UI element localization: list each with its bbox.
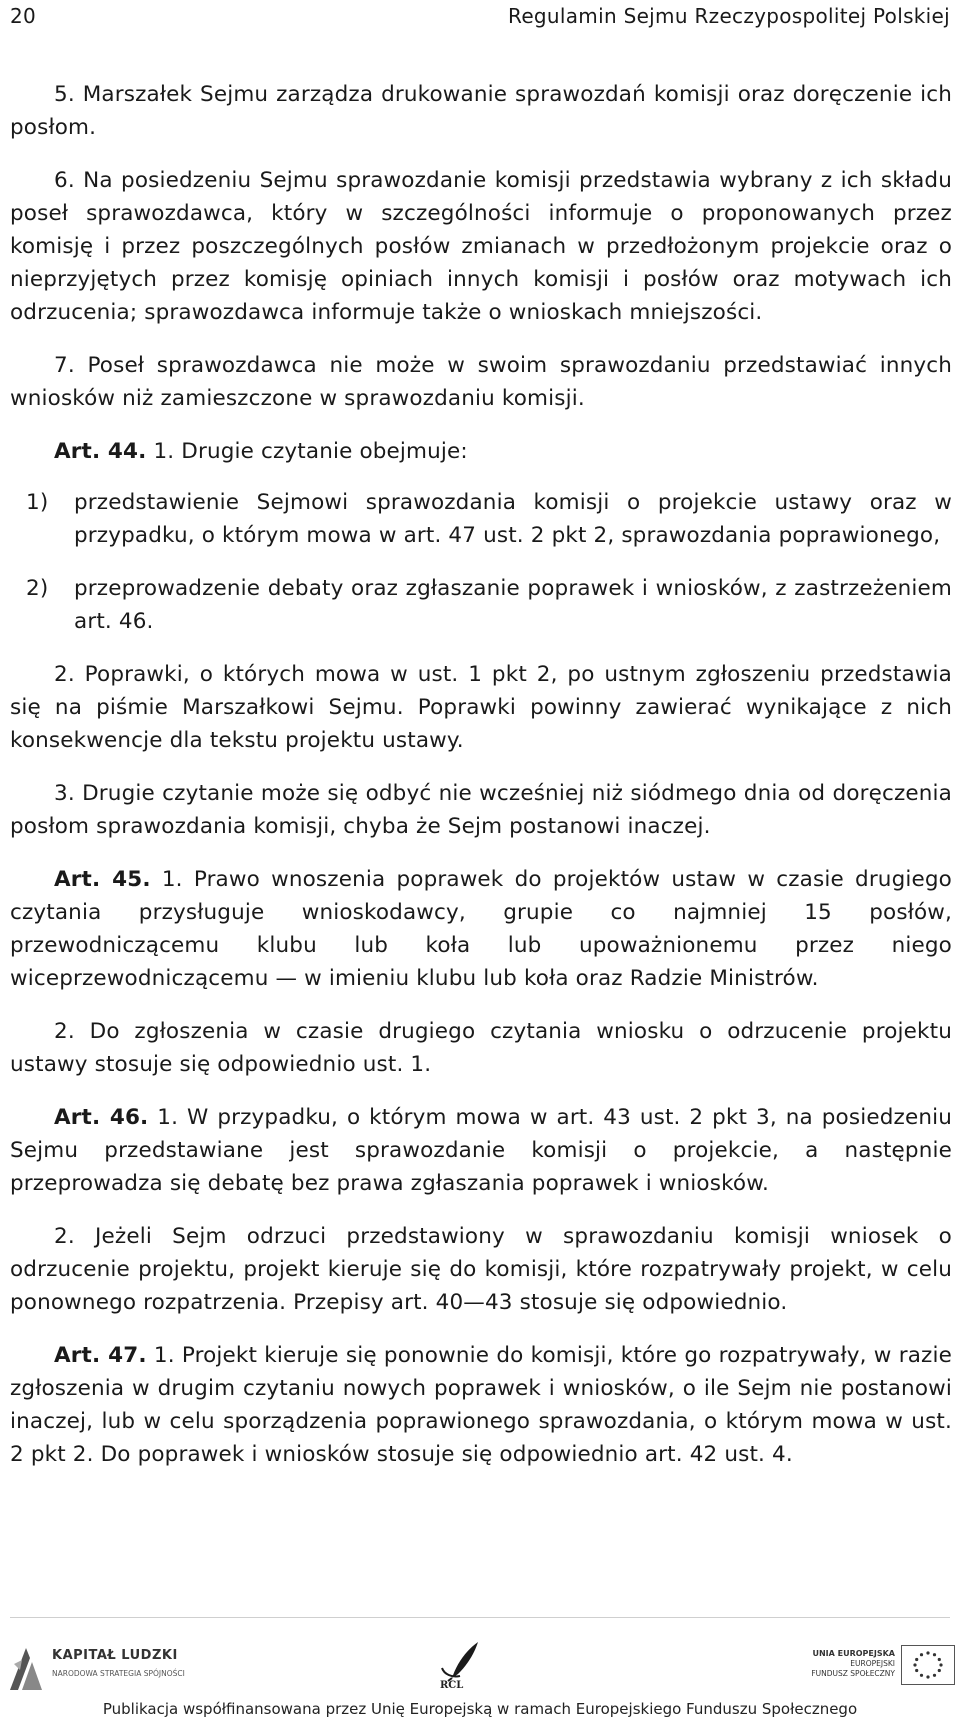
article-44-paragraph-2: 2. Poprawki, o których mowa w ust. 1 pkt 2, po ustnym zgłoszeniu przedstawia się na piśmie Marszałkowi Sejmu. Poprawki powinny zawierać wynikające z nich konsekwencje dla tekstu projektu ustawy. bbox=[10, 662, 952, 753]
footer-divider bbox=[10, 1617, 950, 1618]
article-45-text-1: 1. Prawo wnoszenia poprawek do projektów ustaw w czasie drugiego czytania przysługuje wnioskodawcy, grupie co najmniej 15 posłów, przewodniczącemu klubu lub koła lub upoważnionemu przez niego wiceprzewodniczącemu — w imieniu klubu lub koła oraz Radzie Ministrów. bbox=[10, 867, 952, 991]
article-46-paragraph-1 bbox=[10, 1101, 952, 1200]
page-header bbox=[10, 4, 950, 34]
article-47-text-1: 1. Projekt kieruje się ponownie do komisji, które go rozpatrywały, w razie zgłoszenia w drugim czytaniu nowych poprawek i wniosków, o ile Sejm nie postanowi inaczej, lub w celu sporządzenia poprawionego sprawozdania, o którym mowa w ust. 2 pkt 2. Do poprawek i wniosków stosuje się odpowiednio art. 42 ust. 4. bbox=[10, 1343, 952, 1467]
point-marker: 2) bbox=[26, 576, 49, 601]
article-44-point-2 bbox=[10, 572, 952, 638]
point-text: przeprowadzenie debaty oraz zgłaszanie poprawek i wniosków, z zastrzeżeniem art. 46. bbox=[74, 576, 952, 634]
kapital-ludzki-logo bbox=[8, 1640, 188, 1696]
article-44-point-1 bbox=[10, 486, 952, 552]
eu-line-3: FUNDUSZ SPOŁECZNY bbox=[811, 1669, 895, 1678]
article-45-paragraph-2: 2. Do zgłoszenia w czasie drugiego czytania wniosku o odrzucenie projektu ustawy stosuje się odpowiednio ust. 1. bbox=[10, 1019, 952, 1077]
paragraph-7: 7. Poseł sprawozdawca nie może w swoim sprawozdaniu przedstawiać innych wniosków niż zamieszczone w sprawozdaniu komisji. bbox=[10, 353, 952, 411]
point-marker: 1) bbox=[26, 490, 49, 515]
article-45-paragraph-1 bbox=[10, 863, 952, 995]
page-number: 20 bbox=[10, 4, 37, 28]
kapital-ludzki-subtitle: NARODOWA STRATEGIA SPÓJNOŚCI bbox=[52, 1669, 185, 1678]
article-46-text-1: 1. W przypadku, o którym mowa w art. 43 ust. 2 pkt 3, na posiedzeniu Sejmu przedstawiane jest sprawozdanie komisji o projekcie, a następnie przeprowadza się debatę bez prawa zgłaszania poprawek i wniosków. bbox=[10, 1105, 953, 1196]
eu-line-2: EUROPEJSKI bbox=[850, 1659, 895, 1668]
article-47-paragraph-1 bbox=[10, 1339, 952, 1471]
rcl-logo bbox=[430, 1638, 490, 1698]
article-46-paragraph-2: 2. Jeżeli Sejm odrzuci przedstawiony w sprawozdaniu komisji wniosek o odrzucenie projektu, projekt kieruje się do komisji, które rozpatrywały projekt, w celu ponownego rozpatrzenia. Przepisy art. 40—43 stosuje się odpowiednio. bbox=[10, 1224, 952, 1315]
running-title: Regulamin Sejmu Rzeczypospolitej Polskiej bbox=[508, 4, 950, 28]
quill-icon bbox=[430, 1638, 490, 1682]
paragraph-6: 6. Na posiedzeniu Sejmu sprawozdanie komisji przedstawia wybrany z ich składu poseł sprawozdawca, który w szczególności informuje o proponowanych przez komisję i przez poszczególnych posłów zmianach w przedłożonym projekcie oraz o nieprzyjętych przez komisję opiniach innych komisji i posłów oraz motywach ich odrzucenia; sprawozdawca informuje także o wnioskach mniejszości. bbox=[10, 168, 952, 325]
article-44-paragraph-3: 3. Drugie czytanie może się odbyć nie wcześniej niż siódmego dnia od doręczenia posłom sprawozdania komisji, chyba że Sejm postanowi inaczej. bbox=[10, 781, 952, 839]
point-text: przedstawienie Sejmowi sprawozdania komisji o projekcie ustawy oraz w przypadku, o którym mowa w art. 47 ust. 2 pkt 2, sprawozdania poprawionego, bbox=[74, 490, 952, 548]
article-44-label: Art. 44. bbox=[54, 439, 147, 464]
eu-line-1: UNIA EUROPEJSKA bbox=[812, 1649, 895, 1658]
article-47-label: Art. 47. bbox=[54, 1343, 147, 1368]
eu-logo bbox=[800, 1645, 955, 1691]
eu-logo-text bbox=[811, 1649, 895, 1679]
paragraph-5: 5. Marszałek Sejmu zarządza drukowanie sprawozdań komisji oraz doręczenie ich posłom. bbox=[10, 82, 952, 140]
article-45-label: Art. 45. bbox=[54, 867, 151, 892]
article-44-paragraph-1 bbox=[10, 435, 952, 468]
funding-note: Publikacja współfinansowana przez Unię Europejską w ramach Europejskiego Funduszu Społecznego bbox=[102, 1700, 858, 1718]
kapital-ludzki-title: KAPITAŁ LUDZKI bbox=[52, 1648, 178, 1663]
article-46-label: Art. 46. bbox=[54, 1105, 149, 1130]
document-body bbox=[10, 78, 952, 1491]
eu-flag-icon bbox=[901, 1645, 955, 1685]
article-44-text-1: 1. Drugie czytanie obejmuje: bbox=[146, 439, 468, 464]
rcl-label: RCL bbox=[440, 1680, 464, 1691]
kapital-ludzki-mark-icon bbox=[8, 1644, 44, 1692]
